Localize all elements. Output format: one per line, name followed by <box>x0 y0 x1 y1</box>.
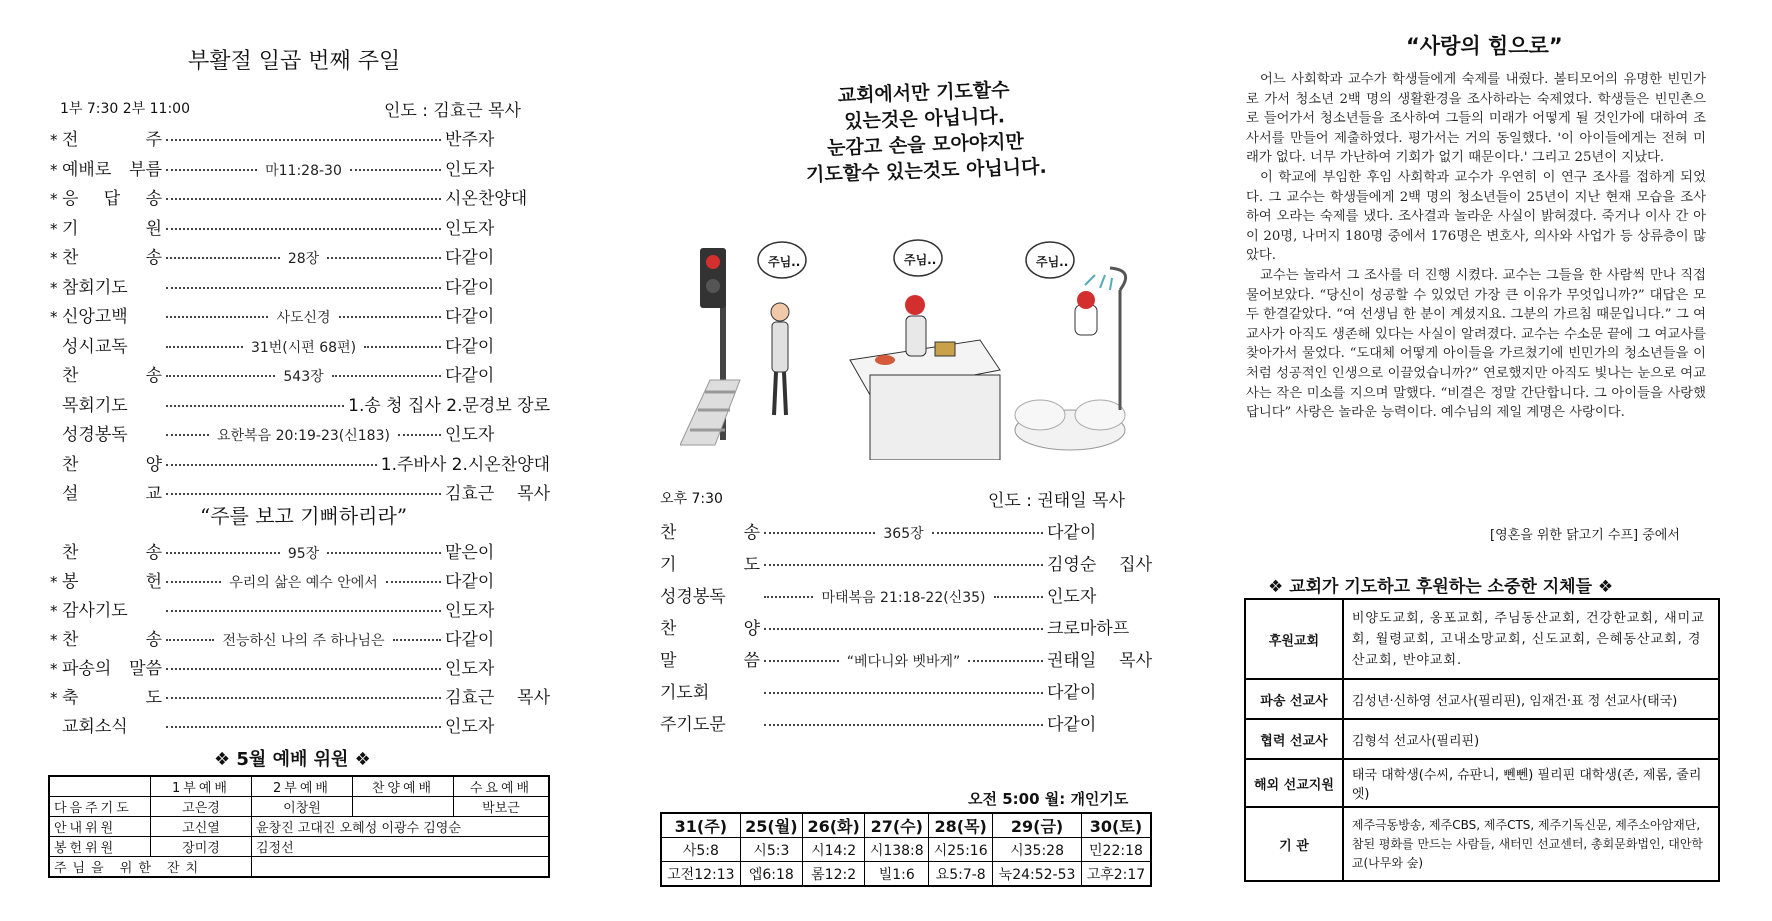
table-row <box>1245 719 1719 759</box>
worship-item-label: 기도회 <box>660 683 710 703</box>
table-header <box>49 776 151 797</box>
table-cell: 이창원 <box>252 797 353 817</box>
leader-dots <box>166 375 275 377</box>
leader-dots <box>393 639 441 641</box>
worship-item-detail: 마태복음 21:18-22(신35) <box>821 590 986 606</box>
worship-item-label: 참회기도 <box>62 277 128 298</box>
calendar-day: 27(수) <box>865 813 929 838</box>
crosswalk-scene <box>680 248 789 445</box>
worship-item-label: 찬 송 <box>62 366 162 386</box>
standing-mark: * <box>50 308 58 326</box>
leader-dots <box>350 169 441 171</box>
leader-dots <box>764 564 1043 566</box>
leader-dots <box>166 198 441 200</box>
worship-item-person: 인도자 <box>445 218 495 239</box>
committee-title: ❖ 5월 예배 위원 ❖ <box>214 749 371 770</box>
calendar-cell: 사5:8 <box>661 838 740 862</box>
worship-item-label: 교회소식 <box>62 717 128 737</box>
leader-dots <box>327 552 441 554</box>
worship-item-label: 목회기도 <box>62 395 128 416</box>
leader-dots <box>764 532 875 534</box>
worship-item <box>50 538 550 563</box>
calligraphy-line: 눈감고 손을 모아야지만 <box>826 130 1025 160</box>
leader-dots <box>166 228 441 230</box>
support-value: 제주극동방송, 제주CBS, 제주CTS, 제주기독신문, 제주소아암재단, 참된 평화를 만드는 사람들, 새터민 선교센터, 총회문화법인, 대안학교(나무와 숲) <box>1343 807 1719 881</box>
calendar-cell: 고후2:17 <box>1081 862 1151 887</box>
standing-mark: * <box>50 131 58 149</box>
table-row <box>49 817 549 837</box>
worship-item-detail: 543장 <box>283 369 324 385</box>
worship-item-label: 성시교독 <box>62 336 128 357</box>
calendar-cell: 민22:18 <box>1081 838 1151 862</box>
worship-item <box>50 361 550 386</box>
worship-item <box>50 243 550 268</box>
leader-dots <box>166 610 441 612</box>
worship-item-label: 파송의 말씀 <box>62 659 162 679</box>
leader-dots <box>166 493 441 495</box>
worship-item-label: 설 교 <box>62 484 162 504</box>
table-cell: 박보근 <box>454 797 550 817</box>
table-row <box>49 837 549 857</box>
essay-source: [영혼을 위한 닭고기 수프] 중에서 <box>1490 528 1680 543</box>
essay-paragraph: 교수는 놀라서 그 조사를 더 진행 시켰다. 교수는 그들을 한 사람씩 만나 직접 물어보았다. “당신이 성공할 수 있었던 가장 큰 이유가 무엇입니까?” 대답은 모두 한결같았다. “여 선생님 한 분이 계셨지요. 그분의 가르침 때문입니다.” 그 여교사가 아직도 생존해 있다는 사실이 알려졌다. 교수는 수소문 끝에 그 여교사를 찾아가서 물었다. “도대체 어떻게 아이들을 가르쳤기에 빈민가의 청소년들을 이처럼 성공적인 인생으로 이끌었습니까?” 연로했지만 아직도 빛나는 눈으로 여교사는 작은 미소를 지으며 말했다. “비결은 정말 간단합니다. 그 아이들을 사랑했답니다” 사랑은 놀라운 능력이다. 예수님의 제일 계명은 사랑이다. <box>1246 267 1706 421</box>
table-row <box>1245 759 1719 807</box>
calligraphy-line: 있는것은 아닙니다. <box>843 105 1006 133</box>
bible-reading-calendar <box>660 812 1152 887</box>
leader-dots <box>386 581 441 583</box>
worship-item-person: 다같이 <box>445 336 495 357</box>
worship-item <box>660 582 1152 607</box>
essay-title: “사랑의 힘으로” <box>1406 34 1563 58</box>
table-row <box>1245 807 1719 881</box>
worship-item-label: 찬 송 <box>660 523 760 543</box>
worship-item-person: 시온찬양대 <box>445 189 528 209</box>
support-key: 협력 선교사 <box>1245 719 1343 759</box>
calendar-day: 30(토) <box>1081 813 1151 838</box>
worship-item-detail: 95장 <box>287 546 320 562</box>
essay-paragraph: 이 학교에 부임한 후임 사회학과 교수가 우연히 이 연구 조사를 접하게 되었다. 그 교수는 학생들에게 2백 명의 청소년들이 25년이 지난 현재 모습을 조사하여 오라는 숙제를 냈다. 조사결과 놀라운 사실이 밝혀졌다. 죽거나 이사 간 아이 20명, 나머지 180명 중에서 176명은 변호사, 의사와 사업가 등 상류층이 많았다. <box>1246 169 1706 264</box>
worship-item-person: 다같이 <box>445 630 495 650</box>
calligraphy-line: 교회에서만 기도할수 <box>837 79 1010 108</box>
worship-item-person: 다같이 <box>445 248 495 268</box>
worship-item-detail: 요한복음 20:19-23(신183) <box>217 428 390 444</box>
calendar-cell: 엡6:18 <box>740 862 802 887</box>
worship-item <box>50 567 550 592</box>
worship-item <box>50 420 550 445</box>
worship-item-person: 다같이 <box>1047 523 1097 543</box>
service-times: 1부 7:30 2부 11:00 <box>60 101 190 117</box>
standing-mark: * <box>50 219 58 238</box>
table-cell: 김정선 <box>252 837 550 857</box>
table-cell: 고은경 <box>151 797 252 817</box>
worship-item <box>660 518 1152 543</box>
leader-dots <box>968 660 1043 662</box>
worship-item <box>660 678 1152 703</box>
table-cell: 고신열 <box>151 817 252 837</box>
worship-item <box>50 302 550 327</box>
worship-item-person: 인도자 <box>445 601 495 621</box>
worship-item <box>50 683 550 708</box>
worship-item-detail: 사도신경 <box>276 310 331 326</box>
evening-leader: 인도 : 권태일 목사 <box>988 491 1125 511</box>
table-cell: 봉헌위원 <box>49 837 151 857</box>
table-cell: 주님을 위한 잔치 <box>49 857 252 878</box>
calendar-day: 25(월) <box>740 813 802 838</box>
standing-mark: * <box>50 160 58 179</box>
leader-dots <box>166 287 441 289</box>
support-value: 김성년·신하영 선교사(필리핀), 임재건·표 정 선교사(태국) <box>1343 679 1719 719</box>
table-cell: 장미경 <box>151 837 252 857</box>
worship-item-person: 다같이 <box>445 277 495 298</box>
standing-mark: * <box>50 573 58 591</box>
standing-mark: * <box>50 190 58 208</box>
calendar-cell: 시5:3 <box>740 838 802 862</box>
worship-item-person: 크로마하프 <box>1047 619 1130 639</box>
standing-mark: * <box>50 602 58 620</box>
leader-dots <box>166 697 441 699</box>
worship-item-person: 다같이 <box>1047 715 1097 735</box>
worship-item-label: 찬 송 <box>62 630 162 650</box>
worship-item-label: 전 주 <box>62 130 162 150</box>
leader-dots <box>764 692 1043 694</box>
kitchen-scene <box>850 295 1000 460</box>
worship-item-label: 찬 송 <box>62 248 162 268</box>
support-key: 파송 선교사 <box>1245 679 1343 719</box>
table-cell <box>252 857 550 878</box>
worship-item-person: 반주자 <box>445 130 495 150</box>
table-cell: 다음주기도 <box>49 797 151 817</box>
table-row <box>49 797 549 817</box>
leader-dots <box>339 316 441 318</box>
calendar-day: 28(목) <box>929 813 993 838</box>
support-value: 비양도교회, 옹포교회, 주님동산교회, 건강한교회, 새미교회, 월령교회, 고내소망교회, 신도교회, 은혜동산교회, 경산교회, 반야교회. <box>1343 599 1719 679</box>
worship-item-person: 맡은이 <box>445 543 495 563</box>
worship-item <box>660 614 1152 639</box>
worship-item-person: 김효근 목사 <box>445 484 550 504</box>
worship-item-label: 찬 양 <box>62 454 162 475</box>
support-key: 해외 선교지원 <box>1245 759 1343 807</box>
worship-item-detail: 31번(시편 68편) <box>250 339 357 356</box>
worship-item-person: 다같이 <box>445 307 495 327</box>
leader-line: 인도 : 김효근 목사 <box>384 101 521 121</box>
leader-dots <box>327 257 441 259</box>
worship-item-person: 김효근 목사 <box>445 688 550 708</box>
standing-mark: * <box>50 689 58 707</box>
leader-dots <box>166 464 377 466</box>
worship-item-detail: 우리의 삶은 예수 안에서 <box>229 575 378 591</box>
leader-dots <box>166 257 280 259</box>
calendar-cell: 고전12:13 <box>661 862 740 887</box>
leader-dots <box>166 581 221 583</box>
worship-item-label: 성경봉독 <box>660 587 726 607</box>
leader-dots <box>166 169 257 171</box>
evening-time: 오후 7:30 <box>660 491 723 507</box>
worship-item-label: 주기도문 <box>660 715 726 735</box>
leader-dots <box>764 724 1043 726</box>
calendar-row <box>661 862 1151 887</box>
leader-dots <box>932 532 1043 534</box>
leader-dots <box>166 139 441 141</box>
worship-item <box>50 712 550 737</box>
support-title: ❖ 교회가 기도하고 후원하는 소중한 지체들 ❖ <box>1268 577 1614 597</box>
leader-dots <box>166 405 344 407</box>
worship-item-person: 김영순 집사 <box>1047 555 1152 575</box>
leader-dots <box>166 316 268 318</box>
calligraphy-line: 기도할수 있는것도 아닙니다. <box>805 155 1048 187</box>
worship-item <box>50 332 550 357</box>
worship-item <box>50 214 550 239</box>
calendar-cell: 요5:7-8 <box>929 862 993 887</box>
worship-item-detail: 마11:28-30 <box>265 162 342 179</box>
calendar-cell: 눅24:52-53 <box>993 862 1082 887</box>
worship-item-label: 응 답 송 <box>62 189 162 209</box>
speech-bubble-3: 주님.. <box>1036 255 1069 269</box>
calendar-day: 31(주) <box>661 813 740 838</box>
table-cell: 윤창진 고대진 오혜성 이광수 김영순 <box>252 817 550 837</box>
table-header: 찬양예배 <box>353 776 454 797</box>
leader-dots <box>166 639 214 641</box>
standing-mark: * <box>50 631 58 649</box>
table-header: 수요예배 <box>454 776 550 797</box>
worship-item <box>50 125 550 150</box>
worship-item <box>50 391 550 416</box>
worship-item <box>660 710 1152 735</box>
standing-mark: * <box>50 660 58 678</box>
table-header: 1부예배 <box>151 776 252 797</box>
leader-dots <box>166 434 209 436</box>
worship-item-detail: 전능하신 나의 주 하나님은 <box>222 633 385 649</box>
worship-item-label: 말 씀 <box>660 651 760 671</box>
worship-item-label: 축 도 <box>62 688 162 708</box>
calendar-days <box>661 813 1151 838</box>
worship-item-label: 봉 헌 <box>62 572 162 592</box>
worship-item <box>50 450 550 475</box>
calendar-cell: 시138:8 <box>865 838 929 862</box>
table-row <box>1245 599 1719 679</box>
leader-dots <box>166 668 441 670</box>
speech-bubble-1: 주님.. <box>768 255 801 269</box>
table-cell: 안내위원 <box>49 817 151 837</box>
worship-item-label: 찬 송 <box>62 543 162 563</box>
worship-item-label: 기 원 <box>62 218 162 239</box>
speech-bubble-2: 주님.. <box>904 253 937 267</box>
leader-dots <box>364 346 441 348</box>
table-row <box>49 857 549 878</box>
leader-dots <box>166 552 280 554</box>
calendar-day: 26(화) <box>802 813 864 838</box>
leader-dots <box>764 660 839 662</box>
calendar-cell: 시35:28 <box>993 838 1082 862</box>
committee-table <box>48 775 550 878</box>
leader-dots <box>166 726 441 728</box>
worship-item <box>50 184 550 209</box>
worship-item-label: 신앙고백 <box>62 307 128 327</box>
worship-item <box>50 625 550 650</box>
worship-item <box>50 596 550 621</box>
worship-item-person: 인도자 <box>445 717 495 737</box>
worship-item-person: 1.송 청 집사 2.문경보 장로 <box>348 395 550 416</box>
table-header: 2부예배 <box>252 776 353 797</box>
table-header-row <box>49 776 549 797</box>
worship-item-person: 인도자 <box>445 659 495 679</box>
essay-body <box>1246 70 1706 423</box>
worship-item-label: 성경봉독 <box>62 425 128 445</box>
worship-item-person: 다같이 <box>445 572 495 592</box>
worship-item <box>50 654 550 679</box>
leader-dots <box>764 596 813 598</box>
worship-item <box>50 155 550 180</box>
worship-item-label: 예배로 부름 <box>62 159 162 180</box>
worship-item-label: 찬 양 <box>660 619 760 639</box>
worship-item-person: 권태일 목사 <box>1047 651 1152 671</box>
worship-item-person: 인도자 <box>445 425 495 445</box>
worship-item <box>50 273 550 298</box>
table-row <box>1245 679 1719 719</box>
worship-item-label: 감사기도 <box>62 601 128 621</box>
support-key: 기 관 <box>1245 807 1343 881</box>
support-table <box>1244 598 1720 882</box>
worship-item <box>660 646 1152 671</box>
calligraphy-text <box>798 76 1051 189</box>
worship-item-person: 1.주바사 2.시온찬양대 <box>380 454 550 475</box>
leader-dots <box>166 346 243 348</box>
standing-mark: * <box>50 278 58 297</box>
worship-item-person: 다같이 <box>445 366 495 386</box>
leader-dots <box>332 375 441 377</box>
calendar-day: 29(금) <box>993 813 1082 838</box>
worship-item-person: 다같이 <box>1047 683 1097 703</box>
support-key: 후원교회 <box>1245 599 1343 679</box>
worship-item-detail: 365장 <box>883 526 924 542</box>
support-value: 태국 대학생(수씨, 슈판니, 뻰뻰) 필리핀 대학생(존, 제롬, 줄리엣) <box>1343 759 1719 807</box>
calendar-cell: 롬12:2 <box>802 862 864 887</box>
worship-item-detail: “베다니와 벳바게” <box>846 654 961 670</box>
leader-dots <box>994 596 1043 598</box>
table-cell <box>353 797 454 817</box>
shower-scene <box>1015 268 1126 450</box>
calendar-cell: 시25:16 <box>929 838 993 862</box>
calendar-row <box>661 838 1151 862</box>
worship-item-label: 기 도 <box>660 555 760 575</box>
page-title: 부활절 일곱 번째 주일 <box>188 49 401 74</box>
worship-item-detail: 28장 <box>287 251 320 267</box>
worship-item <box>660 550 1152 575</box>
support-value: 김형석 선교사(필리핀) <box>1343 719 1719 759</box>
prayer-note: 오전 5:00 월: 개인기도 <box>968 790 1129 808</box>
calendar-cell: 빌1:6 <box>865 862 929 887</box>
worship-item-person: 인도자 <box>445 159 495 180</box>
calendar-cell: 시14:2 <box>802 838 864 862</box>
leader-dots <box>398 434 441 436</box>
sermon-title: “주를 보고 기뻐하리라” <box>200 504 408 528</box>
leader-dots <box>764 628 1043 630</box>
essay-paragraph: 어느 사회학과 교수가 학생들에게 숙제를 내줬다. 볼티모어의 유명한 빈민가로 가서 청소년 2백 명의 생활환경을 조사하라는 숙제였다. 학생들은 빈민촌으로 들어가서 청소년들을 조사하여 그들의 미래가 어떻게 될 것인가에 대하여 조사서를 만들어 제출하였다. 평가서는 거의 동일했다. '이 아이들에게는 전혀 미래가 없다. 너무 가난하여 기회가 없기 때문이다.' 그리고 25년이 지났다. <box>1246 72 1706 166</box>
standing-mark: * <box>50 249 58 267</box>
worship-item-person: 인도자 <box>1047 587 1097 607</box>
